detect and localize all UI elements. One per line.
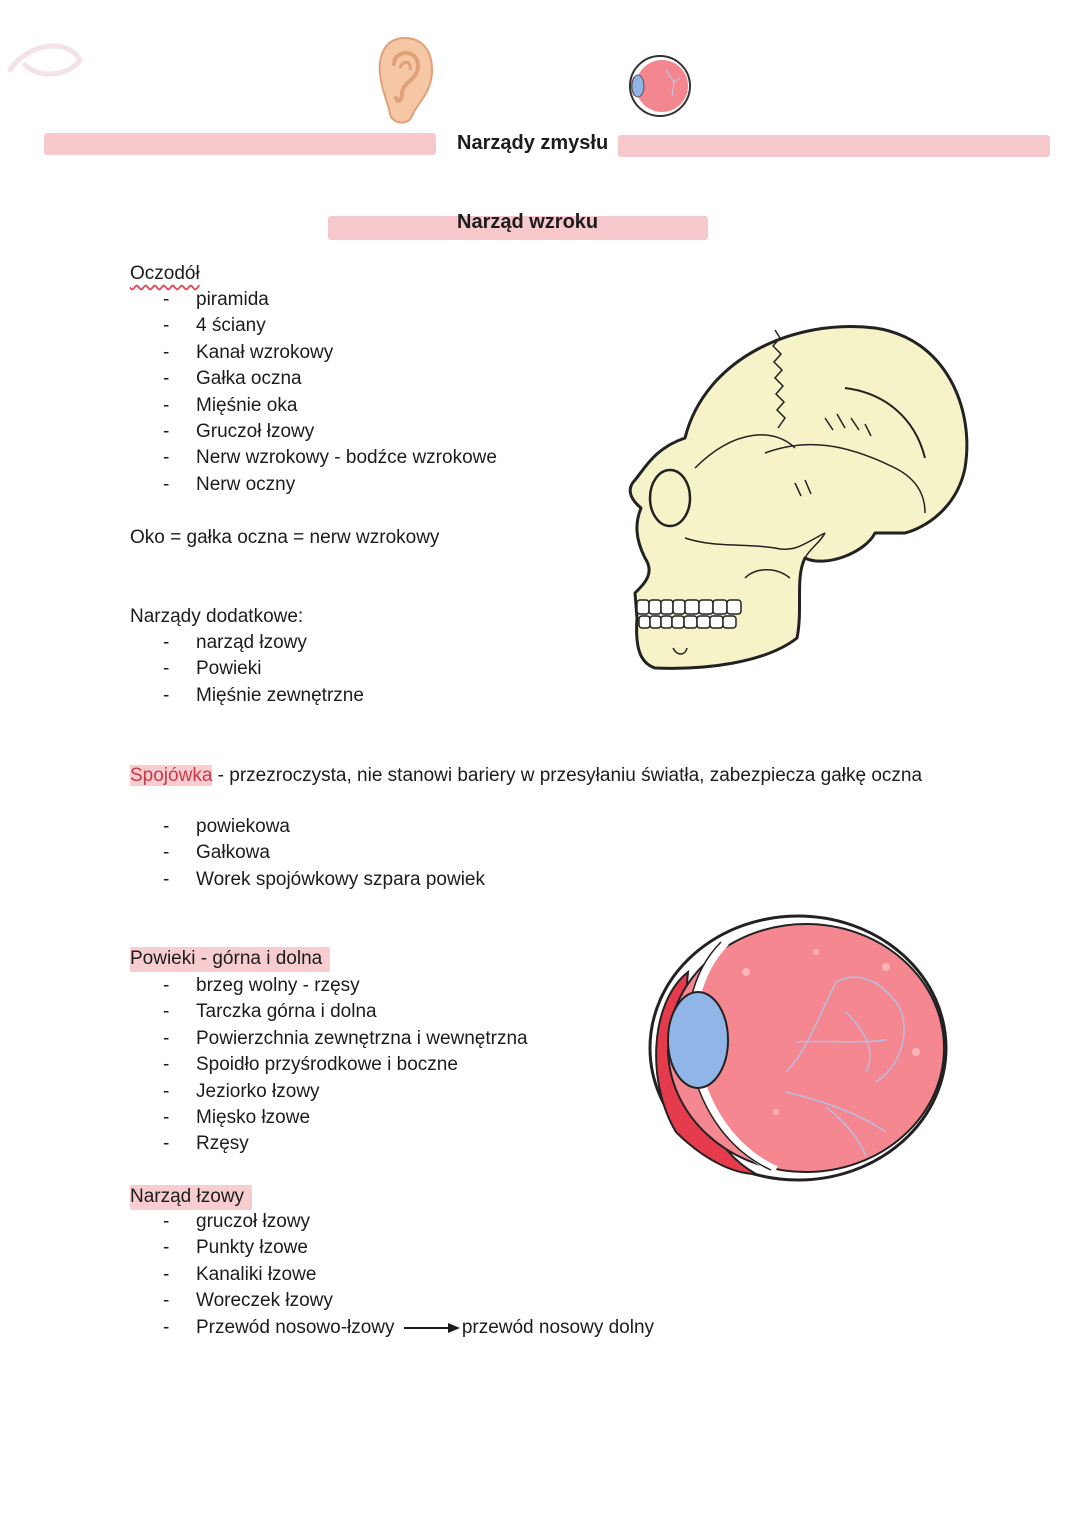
title-highlight-right — [618, 135, 1050, 157]
eyeball-illustration — [636, 912, 948, 1184]
lzowy-last-from: Przewód nosowo-łzowy — [196, 1316, 395, 1338]
powieki-heading: Powieki - górna i dolna — [130, 947, 330, 972]
spojowka-term: Spojówka — [130, 765, 213, 786]
equation-text: Oko = gałka oczna = nerw wzrokowy — [130, 527, 440, 548]
lzowy-heading: Narząd łzowy — [130, 1185, 252, 1210]
spojowka-definition: - przezroczysta, nie stanowi bariery w przesyłaniu światła, zabezpiecza gałkę oczna — [212, 765, 923, 786]
spojowka-paragraph — [130, 763, 930, 789]
section-title: Narząd wzroku — [457, 211, 599, 233]
skull-illustration — [625, 318, 975, 680]
decorative-scribble — [0, 30, 90, 100]
dodatkowe-heading: Narządy dodatkowe: — [130, 606, 304, 627]
eyeball-icon — [622, 52, 694, 120]
page-title: Narządy zmysłu — [457, 132, 609, 154]
ear-icon — [372, 34, 438, 126]
title-highlight-left — [44, 133, 436, 155]
oczodol-heading: Oczodół — [130, 263, 200, 284]
lzowy-last-to: przewód nosowy dolny — [461, 1316, 655, 1338]
arrow-right-icon — [404, 1322, 460, 1334]
